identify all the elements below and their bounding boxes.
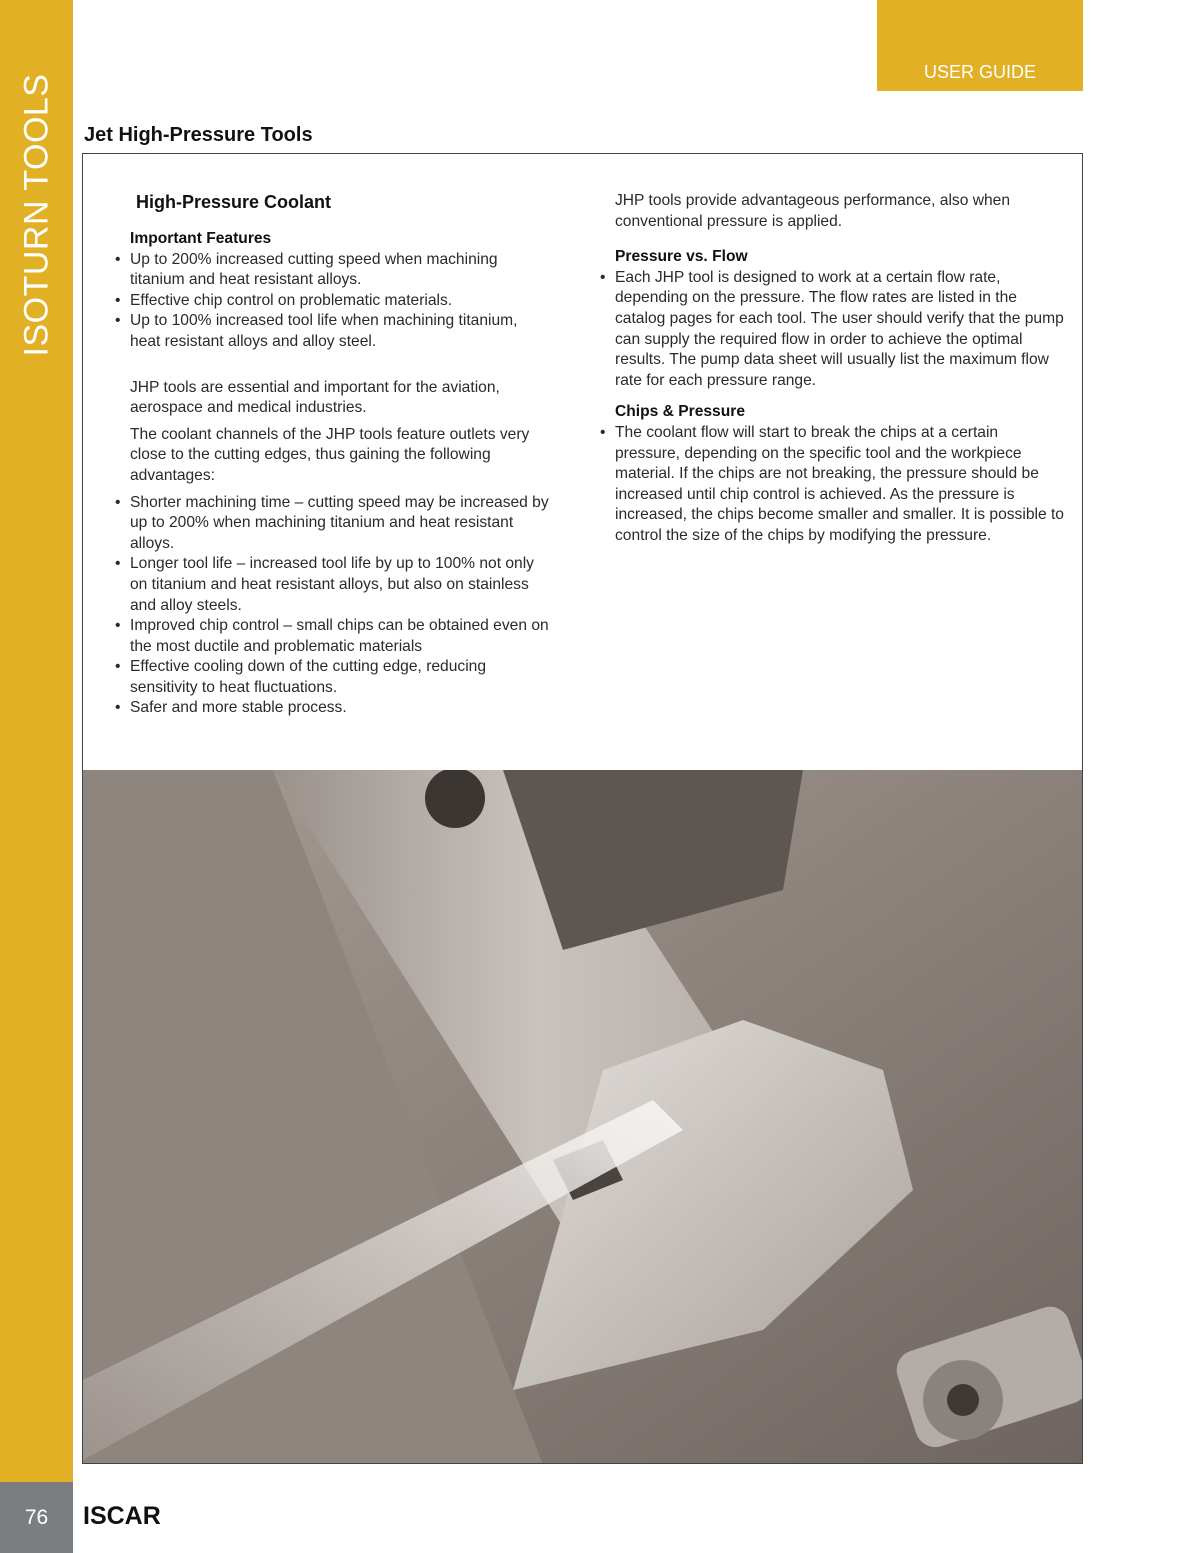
brand-logo: ISCAR [83,1502,161,1530]
list-item: • Shorter machining time – cutting speed may be increased by up to 200% when machining titanium and heat resistant alloys. [112,493,552,555]
section-title: Jet High-Pressure Tools [84,124,313,146]
user-guide-label: USER GUIDE [923,62,1037,82]
page-number: 76 [24,1506,49,1529]
flow-list [597,268,1065,392]
list-item: • The coolant flow will start to break the chips at a certain pressure, depending on the specific tool and the workpiece material. If the chips are not breaking, the pressure should be increased until chip control is achieved. As the pressure is increased, the chips become smaller and smaller. It is possible to control the size of the chips by modifying the pressure. [597,423,1065,547]
advantages-list [112,493,552,720]
features-heading: Important Features [130,230,272,247]
right-column [615,191,1065,547]
coolant-title: High-Pressure Coolant [136,192,332,212]
list-item: • Up to 200% increased cutting speed when machining titanium and heat resistant alloys. [112,250,552,291]
flow-heading: Pressure vs. Flow [615,248,748,266]
content-frame [82,153,1083,1464]
list-item: • Safer and more stable process. [112,698,552,719]
list-item: • Improved chip control – small chips can be obtained even on the most ductile and problematic materials [112,616,552,657]
nut-hole [947,1384,979,1416]
paragraph-channels: The coolant channels of the JHP tools feature outlets very close to the cutting edges, thus gaining the following advantages: [130,425,530,484]
paragraph-industries: JHP tools are essential and important for the aviation, aerospace and medical industries. [130,378,500,417]
list-item: • Each JHP tool is designed to work at a certain flow rate, depending on the pressure. The flow rates are listed in the catalog pages for each tool. The user should verify that the pump can supply the required flow in order to achieve the optimal results. The pump data sheet will usually list the maximum flow rate for each pressure range. [597,268,1065,392]
list-item: • Up to 100% increased tool life when machining titanium, heat resistant alloys and alloy steel. [112,311,552,352]
chips-list [597,423,1065,547]
list-item: • Effective cooling down of the cutting edge, reducing sensitivity to heat fluctuations. [112,657,552,698]
side-title: ISOTURN TOOLS [17,73,56,357]
list-item: • Effective chip control on problematic materials. [112,291,552,312]
intro-paragraph: JHP tools provide advantageous performance, also when conventional pressure is applied. [615,192,1010,230]
tool-photo [83,770,1083,1464]
features-list [112,250,552,353]
left-column [112,191,552,719]
chips-heading: Chips & Pressure [615,403,745,421]
clamp-bolt [425,770,485,828]
list-item: • Longer tool life – increased tool life by up to 100% not only on titanium and heat resistant alloys, but also on stainless and alloy steels. [112,554,552,616]
